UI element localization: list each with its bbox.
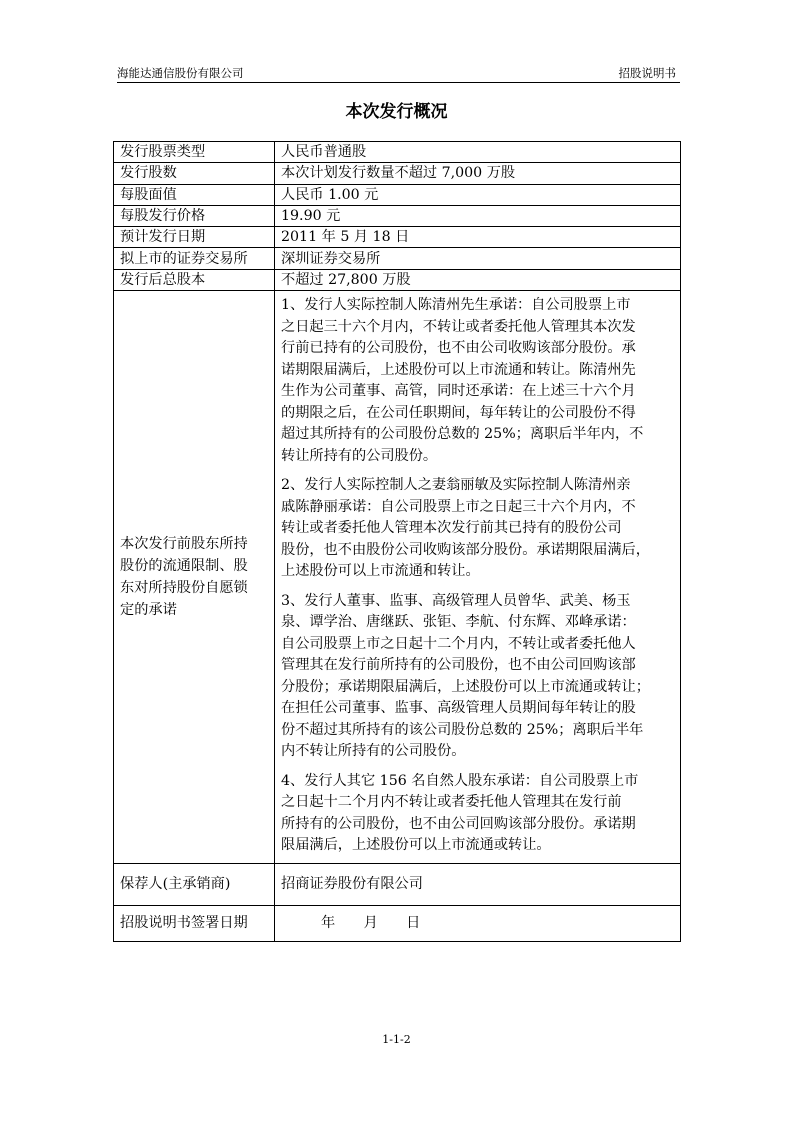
paragraph-line: 超过其所持有的公司股份总数的 25%；离职后半年内，不 bbox=[281, 426, 644, 443]
row-value: 不超过 27,800 万股 bbox=[275, 269, 681, 290]
paragraph-line: 管理其在发行前所持有的公司股份，也不由公司回购该部 bbox=[281, 657, 636, 674]
paragraph-line: 2、发行人实际控制人之妻翁丽敏及实际控制人陈清州亲 bbox=[281, 477, 631, 494]
paragraph-line: 在担任公司董事、监事、高级管理人员期间每年转让的股 bbox=[281, 700, 636, 717]
label-line: 东对所持股份自愿锁 bbox=[120, 579, 248, 596]
row-label: 保荐人(主承销商) bbox=[114, 863, 275, 905]
row-value: 本次计划发行数量不超过 7,000 万股 bbox=[275, 163, 681, 184]
table-row-lockup bbox=[114, 291, 681, 864]
table-row bbox=[114, 227, 681, 248]
row-value: 年 月 日 bbox=[275, 905, 681, 941]
paragraph-line: 限届满后，上述股份可以上市流通或转让。 bbox=[281, 837, 551, 854]
row-value: 深圳证券交易所 bbox=[275, 248, 681, 269]
row-value: 人民币普通股 bbox=[275, 142, 681, 163]
paragraph-line: 上述股份可以上市流通和转让。 bbox=[281, 563, 480, 580]
paragraph-line: 转让所持有的公司股份。 bbox=[281, 447, 438, 464]
paragraph-line: 4、发行人其它 156 名自然人股东承诺：自公司股票上市 bbox=[281, 772, 639, 789]
table-row-sponsor bbox=[114, 863, 681, 905]
label-line: 定的承诺 bbox=[120, 601, 177, 618]
paragraph-line: 生作为公司董事、高管，同时还承诺：在上述三十六个月 bbox=[281, 383, 636, 400]
paragraph-line: 泉、谭学治、唐继跃、张钜、李航、付东辉、邓峰承诺： bbox=[281, 614, 636, 631]
offering-summary-table bbox=[113, 141, 681, 942]
row-label: 每股面值 bbox=[114, 184, 275, 205]
table-row bbox=[114, 205, 681, 226]
row-label: 发行股数 bbox=[114, 163, 275, 184]
paragraph-line: 自公司股票上市之日起十二个月内，不转让或者委托他人 bbox=[281, 635, 636, 652]
paragraph-line: 戚陈静丽承诺：自公司股票上市之日起三十六个月内，不 bbox=[281, 498, 636, 515]
header-company: 海能达通信股份有限公司 bbox=[117, 66, 244, 80]
table-row bbox=[114, 269, 681, 290]
paragraph-line: 行前已持有的公司股份，也不由公司收购该部分股份。承 bbox=[281, 340, 636, 357]
table-row bbox=[114, 184, 681, 205]
row-label: 发行后总股本 bbox=[114, 269, 275, 290]
paragraph-line: 1、发行人实际控制人陈清州先生承诺：自公司股票上市 bbox=[281, 297, 631, 314]
page-header bbox=[117, 63, 680, 83]
paragraph-line: 转让或者委托他人管理本次发行前其已持有的股份公司 bbox=[281, 520, 622, 537]
row-label: 每股发行价格 bbox=[114, 205, 275, 226]
paragraph-line: 所持有的公司股份，也不由公司回购该部分股份。承诺期 bbox=[281, 815, 636, 832]
row-label: 预计发行日期 bbox=[114, 227, 275, 248]
table-row-sign-date bbox=[114, 905, 681, 941]
table-row bbox=[114, 142, 681, 163]
commitment-paragraph bbox=[281, 591, 674, 763]
paragraph-line: 之日起三十六个月内，不转让或者委托他人管理其本次发 bbox=[281, 318, 636, 335]
commitment-paragraph bbox=[281, 771, 674, 857]
row-value: 招商证券股份有限公司 bbox=[275, 863, 681, 905]
paragraph-line: 的期限之后，在公司任职期间，每年转让的公司股份不得 bbox=[281, 404, 636, 421]
row-value: 2011 年 5 月 18 日 bbox=[275, 227, 681, 248]
paragraph-line: 3、发行人董事、监事、高级管理人员曾华、武美、杨玉 bbox=[281, 592, 631, 609]
page-number: 1-1-2 bbox=[382, 1033, 411, 1046]
paragraph-line: 份不超过其所持有的该公司股份总数的 25%；离职后半年 bbox=[281, 721, 644, 738]
label-line: 本次发行前股东所持 bbox=[120, 535, 248, 552]
paragraph-line: 之日起十二个月内不转让或者委托他人管理其在发行前 bbox=[281, 794, 622, 811]
paragraph-line: 股份，也不由股份公司收购该部分股份。承诺期限届满后， bbox=[281, 541, 650, 558]
row-label: 招股说明书签署日期 bbox=[114, 905, 275, 941]
paragraph-line: 分股份；承诺期限届满后，上述股份可以上市流通或转让； bbox=[281, 678, 650, 695]
row-label: 拟上市的证券交易所 bbox=[114, 248, 275, 269]
row-label: 发行股票类型 bbox=[114, 142, 275, 163]
label-line: 股份的流通限制、股 bbox=[120, 557, 248, 574]
commitment-paragraph bbox=[281, 475, 674, 583]
table-row bbox=[114, 248, 681, 269]
header-doc-type: 招股说明书 bbox=[618, 66, 676, 80]
commitment-paragraph bbox=[281, 295, 674, 467]
lockup-label bbox=[114, 291, 275, 864]
page-title: 本次发行概况 bbox=[345, 102, 448, 122]
lockup-commitments bbox=[275, 291, 681, 864]
paragraph-line: 内不转让所持有的公司股份。 bbox=[281, 743, 466, 760]
row-value: 19.90 元 bbox=[275, 205, 681, 226]
table-row bbox=[114, 163, 681, 184]
row-value: 人民币 1.00 元 bbox=[275, 184, 681, 205]
paragraph-line: 诺期限届满后，上述股份可以上市流通和转让。陈清州先 bbox=[281, 361, 636, 378]
